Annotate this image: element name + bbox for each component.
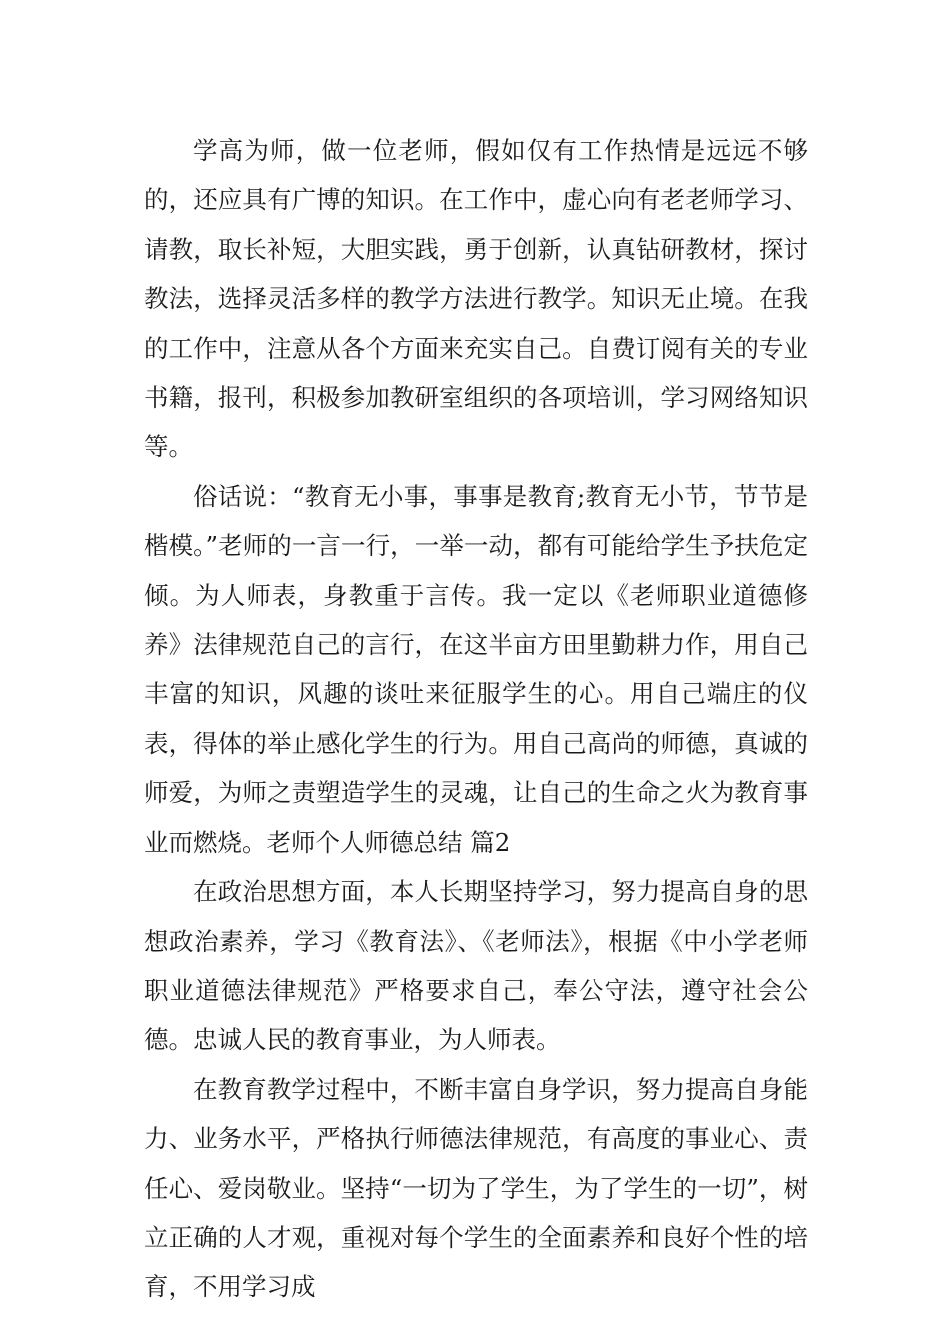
paragraph-3: 在政治思想方面，本人长期坚持学习，努力提高自身的思想政治素养，学习《教育法》、《老师法》，根据《中小学老师职业道德法律规范》严格要求自己，奉公守法，遵守社会公德。忠诚人民的教育事业，为人师表。 <box>144 877 808 1055</box>
document-body <box>144 126 808 1312</box>
paragraph-4: 在教育教学过程中，不断丰富自身学识，努力提高自身能力、业务水平，严格执行师德法律规范，有高度的事业心、责任心、爱岗敬业。坚持“一切为了学生，为了学生的一切”，树立正确的人才观，重视对每个学生的全面素养和良好个性的培育，不用学习成 <box>144 1074 808 1302</box>
paragraph-1: 学高为师，做一位老师，假如仅有工作热情是远远不够的，还应具有广博的知识。在工作中，虚心向有老老师学习、请教，取长补短，大胆实践，勇于创新，认真钻研教材，探讨教法，选择灵活多样的教学方法进行教学。知识无止境。在我的工作中，注意从各个方面来充实自己。自费订阅有关的专业书籍，报刊，积极参加教研室组织的各项培训，学习网络知识等。 <box>144 136 808 462</box>
paragraph-2: 俗话说：“教育无小事，事事是教育;教育无小节，节节是楷模。”老师的一言一行，一举一动，都有可能给学生予扶危定倾。为人师表，身教重于言传。我一定以《老师职业道德修养》法律规范自己的言行，在这半亩方田里勤耕力作，用自己丰富的知识，风趣的谈吐来征服学生的心。用自己端庄的仪表，得体的举止感化学生的行为。用自己高尚的师德，真诚的师爱，为师之责塑造学生的灵魂，让自己的生命之火为教育事业而燃烧。老师个人师德总结 篇2 <box>144 481 808 857</box>
